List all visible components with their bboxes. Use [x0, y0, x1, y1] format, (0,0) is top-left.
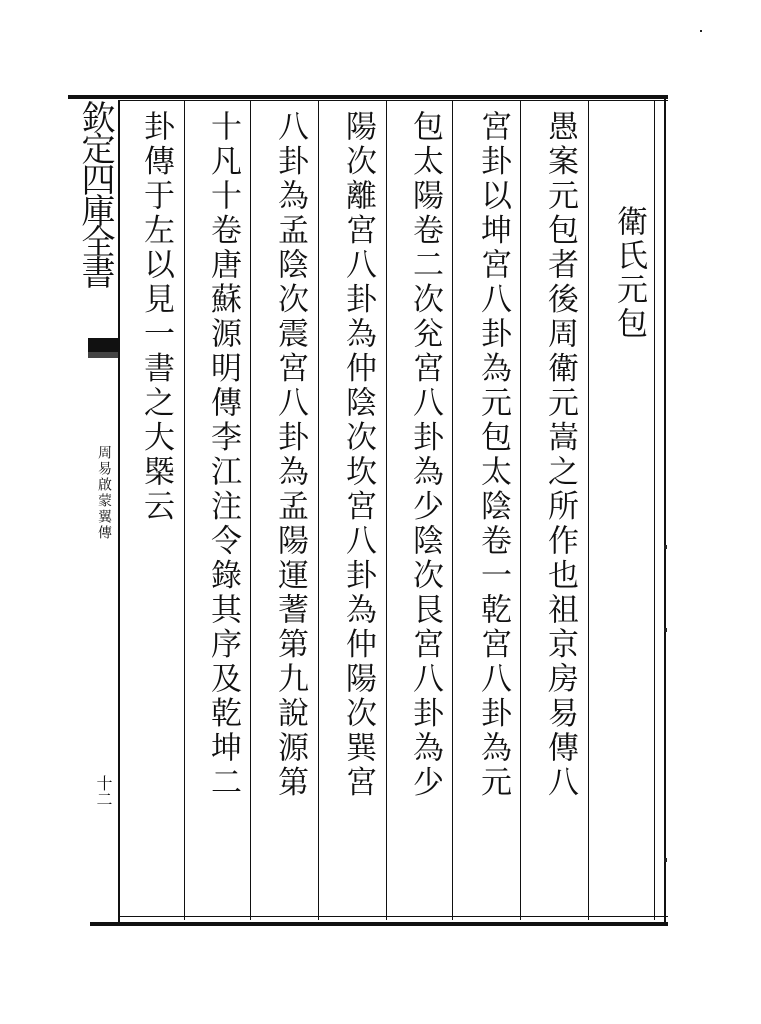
- text-column: 十凡十卷唐蘇源明傳李江注令錄其序及乾坤二: [205, 110, 241, 800]
- text-column: 包太陽卷二次兊宮八卦為少陰次艮宮八卦為少: [407, 110, 443, 800]
- scan-speck: [664, 545, 667, 549]
- text-column: 宮卦以坤宮八卦為元包太陰卷一乾宮八卦為元: [475, 110, 511, 800]
- top-inner-border: [118, 100, 668, 101]
- column-divider: [452, 100, 453, 920]
- bottom-border: [90, 922, 668, 926]
- column-divider: [184, 100, 185, 920]
- scan-speck: [700, 30, 702, 32]
- fishtail-mark: [88, 338, 118, 352]
- section-heading: 衛氏元包: [611, 205, 647, 341]
- text-column: 陽次離宮八卦為仲陰次坎宮八卦為仲陽次巽宮: [340, 110, 376, 800]
- top-border: [68, 95, 668, 99]
- fishtail-mark: [88, 352, 118, 358]
- column-divider: [118, 100, 120, 926]
- column-divider: [318, 100, 319, 920]
- page-number: 十二: [94, 775, 113, 807]
- text-column: 卦傳于左以見一書之大槩云: [138, 110, 174, 524]
- column-divider: [588, 100, 589, 920]
- text-column: 愚案元包者後周衛元嵩之所作也祖京房易傳八: [542, 110, 578, 800]
- scan-speck: [664, 858, 667, 862]
- right-border: [664, 95, 666, 926]
- text-column: 八卦為孟陰次震宮八卦為孟陽運蓍第九說源第: [272, 110, 308, 800]
- column-divider: [250, 100, 251, 920]
- column-divider: [654, 100, 655, 920]
- column-divider: [520, 100, 521, 920]
- book-title: 周易啟蒙翼傳: [96, 445, 112, 541]
- bottom-inner-border: [118, 916, 668, 917]
- collection-title: 欽定四庫全書: [75, 100, 115, 286]
- column-divider: [386, 100, 387, 920]
- scan-speck: [664, 628, 667, 632]
